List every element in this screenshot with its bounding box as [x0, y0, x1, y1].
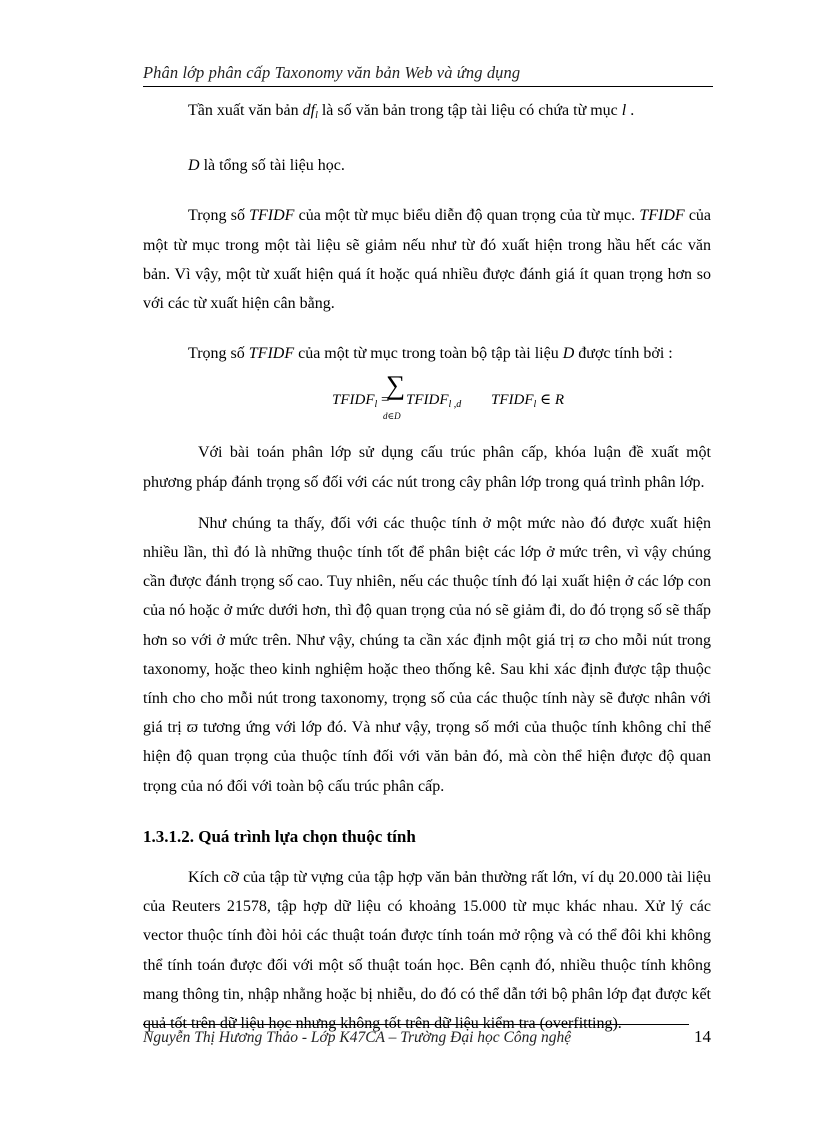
paragraph-feature-selection: Kích cỡ của tập từ vựng của tập hợp văn bản thường rất lớn, ví dụ 20.000 tài liệu của Reuters 21578, tập hợp dữ liệu có khoảng 15.000 từ mục khác nhau. Xử lý các vector thuộc tính đòi hỏi các thuật toán được tính toán mở rộng và có thể đôi khi không thể tính toán được đối với một số thuật toán học. Bên cạnh đó, nhiều thuộc tính không mang thông tin, nhập nhằng hoặc bị nhiễu, do đó có thể dẫn tới bộ phân lớp đạt được kết quả tốt trên dữ liệu học nhưng không tốt trên dữ liệu kiểm tra (overfitting).	[143, 869, 711, 1033]
summation-range: d∈D	[383, 411, 401, 422]
header-rule	[143, 86, 713, 87]
formula-lhs: $TFIDF_l$ =	[332, 392, 390, 411]
paragraph-weighting-explanation: Như chúng ta thấy, đối với các thuộc tính ở một mức nào đó được xuất hiện nhiều lần, thì đó là những thuộc tính tốt để phân biệt các lớp ở mức trên, vì vậy chúng cần được đánh trọng số cao. Tuy nhiên, nếu các thuộc tính đó lại xuất hiện ở các lớp con của nó hoặc ở mức dưới hơn, thì độ quan trọng của nó sẽ giảm đi, do đó trọng số sẽ thấp hơn so với ở mức trên. Như vậy, chúng ta cần xác định một giá trị ϖ cho mỗi nút trong taxonomy, hoặc theo kinh nghiệm hoặc theo thống kê. Sau khi xác định được tập thuộc tính cho cho mỗi nút trong taxonomy, trọng số của các thuộc tính này sẽ được nhân với giá trị ϖ tương ứng với lớp đó. Và như vậy, trọng số mới của thuộc tính không chỉ thể hiện độ quan trọng của thuộc tính đối với văn bản đó, mà còn thể hiện được độ quan trọng của nó đối với toàn bộ cấu trúc phân cấp.	[143, 514, 712, 795]
formula-rhs: $TFIDF_{l ,d}$	[406, 392, 462, 411]
paragraph-df-definition: Tần xuất văn bản $df_l$ là số văn bản trong tập tài liệu có chứa từ mục l .	[188, 102, 635, 121]
page-number: 14	[694, 1027, 711, 1046]
footer-rule	[143, 1024, 689, 1025]
summation-symbol: ∑	[386, 370, 406, 401]
paragraph-tfidf-weight: Trọng số TFIDF của một từ mục biểu diễn độ quan trọng của từ mục. TFIDF của một từ mục trong một tài liệu sẽ giảm nếu như từ đó xuất hiện trong hầu hết các văn bản. Vì vậy, một từ xuất hiện quá ít hoặc quá nhiều được đánh giá ít quan trọng hơn so với các từ xuất hiện cân bằng.	[143, 207, 712, 313]
tfidf-formula	[143, 372, 711, 438]
section-heading: 1.3.1.2. Quá trình lựa chọn thuộc tính	[143, 826, 416, 846]
running-header: Phân lớp phân cấp Taxonomy văn bản Web và ứng dụng	[143, 63, 521, 82]
paragraph-d-definition: D là tổng số tài liệu học.	[188, 157, 345, 175]
paragraph-proposed-method: Với bài toán phân lớp sử dụng cấu trúc phân cấp, khóa luận đề xuất một phương pháp đánh trọng số đối với các nút trong cây phân lớp trong quá trình phân lớp.	[143, 444, 711, 491]
footer-author-line: Nguyễn Thị Hương Thảo - Lớp K47CA – Trường Đại học Công nghệ	[143, 1029, 572, 1046]
page-body	[143, 96, 711, 1038]
paragraph-tfidf-collection: Trọng số TFIDF của một từ mục trong toàn bộ tập tài liệu D được tính bởi :	[188, 345, 673, 363]
formula-condition: $TFIDF_l$ ∈ R	[491, 392, 565, 411]
